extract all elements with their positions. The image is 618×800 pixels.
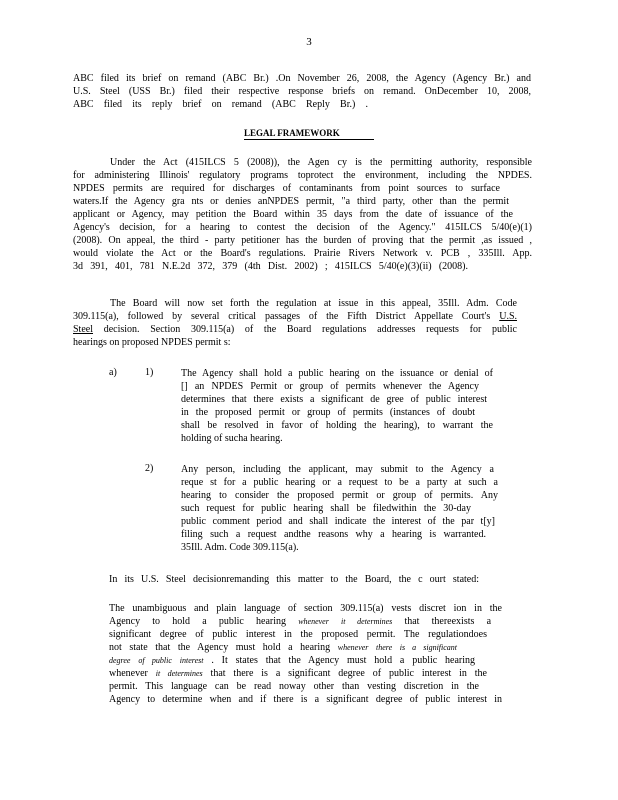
text-line: whenever it determines that there is a significant degree of public interest in the xyxy=(109,668,487,679)
text-line: The unambiguous and plain language of section 309.115(a) vests discret ion in the xyxy=(109,603,502,614)
italic-emphasis: whenever xyxy=(298,617,329,626)
text-line: filing such a request andthe reasons why a hearing is warranted. xyxy=(181,529,486,540)
text-line: [] an NPDES Permit or group of permits whenever the Agency xyxy=(181,381,479,392)
reg-label-1: 1) xyxy=(145,367,154,378)
text-line: public comment period and shall indicate the interest of the par t[y] xyxy=(181,516,495,527)
text-line: ABC filed its brief on remand (ABC Br.) .On November 26, 2008, the Agency (Agency Br.) and xyxy=(73,73,531,84)
italic-emphasis: interest xyxy=(179,656,204,665)
text-line: determines that there exists a significant de gree of public interest xyxy=(181,394,487,405)
case-name-link: Steel xyxy=(73,324,93,335)
text-line: Agency to determine when and if there is a significant degree of public interest in xyxy=(109,694,502,705)
text-line: The Board will now set forth the regulation at issue in this appeal, 35Ill. Adm. Code xyxy=(110,298,517,309)
text-line: In its U.S. Steel decisionremanding this matter to the Board, the c ourt stated: xyxy=(109,574,479,585)
text-line: hearing to consider the proposed permit or group of permits. Any xyxy=(181,490,498,501)
italic-emphasis: degree xyxy=(109,656,131,665)
text-line: holding of sucha hearing. xyxy=(181,433,283,444)
framework-paragraph xyxy=(73,156,532,273)
text-line: would violate the Act or the Board's regulations. Prairie Rivers Network v. PCB , 335Ill. App. xyxy=(73,248,532,259)
text-line: hearings on proposed NPDES permit s: xyxy=(73,337,231,348)
italic-emphasis: there xyxy=(376,643,393,652)
text-line: Under the Act (415ILCS 5 (2008)), the Agen cy is the permitting authority, responsible xyxy=(110,157,532,168)
regulation-item-2 xyxy=(181,463,498,554)
text-line: permit. This language can be read noway other than vesting discretion in the xyxy=(109,681,479,692)
text-line: (2008). On appeal, the third - party petitioner has the burden of proving that the permit ,as issued , xyxy=(73,235,532,246)
text-line: 3d 391, 401, 781 N.E.2d 372, 379 (4th Dist. 2002) ; 415ILCS 5/40(e)(3)(ii) (2008). xyxy=(73,261,468,272)
text-line: 35Ill. Adm. Code 309.115(a). xyxy=(181,542,299,553)
text-line: waters.If the Agency gra nts or denies anNPDES permit, "a third party, other than the permit xyxy=(73,196,509,207)
italic-emphasis: is a significant xyxy=(399,643,458,652)
text-line: The Agency shall hold a public hearing on the issuance or denial of xyxy=(181,368,493,379)
text-line: reque st for a public hearing or a request to be a party at such a xyxy=(181,477,498,488)
text-line: U.S. Steel (USS Br.) filed their respective response briefs on remand. OnDecember 10, 2008, xyxy=(73,86,531,97)
text-line: significant degree of public interest in the proposed permit. The regulationdoes xyxy=(109,629,487,640)
intro-paragraph xyxy=(73,72,531,111)
text-line: Agency's decision, for a hearing to contest the decision of the Agency." 415ILCS 5/40(e)(1) xyxy=(73,222,532,233)
section-heading: LEGAL FRAMEWORK xyxy=(244,128,374,140)
block-quote xyxy=(109,602,502,706)
text-line: ABC filed its reply brief on remand (ABC Reply Br.) . xyxy=(73,99,368,110)
italic-emphasis: whenever xyxy=(337,643,369,652)
regulation-item-1 xyxy=(181,367,493,445)
text-line: such request for public hearing shall be filedwithin the 30-day xyxy=(181,503,471,514)
board-paragraph xyxy=(73,297,517,349)
italic-emphasis: it determines xyxy=(341,617,393,626)
italic-emphasis: it determines xyxy=(155,669,203,678)
italic-emphasis: of public xyxy=(138,656,172,665)
text-line: Steel decision. Section 309.115(a) of the Board regulations addresses requests for public xyxy=(73,324,517,335)
text-line: shall be resolved in favor of holding the hearing), to warrant the xyxy=(181,420,493,431)
text-line: Any person, including the applicant, may submit to the Agency a xyxy=(181,464,494,475)
text-line: in the proposed permit or group of permits (instances of doubt xyxy=(181,407,475,418)
case-name-link: U.S. xyxy=(499,311,518,322)
text-line: NPDES permits are required for discharges of contaminants from point sources to surface xyxy=(73,183,500,194)
text-line: 309.115(a), followed by several critical passages of the Fifth District Appellate Court's U.S. xyxy=(73,311,518,322)
text-line: not state that the Agency must hold a hearing whenever there is a significant xyxy=(109,642,458,653)
reg-label-a: a) xyxy=(109,367,117,378)
text-line: degree of public interest . It states that the Agency must hold a public hearing xyxy=(109,655,476,666)
page-number: 3 xyxy=(306,36,312,48)
court-intro xyxy=(109,573,479,586)
text-line: for administering Illinois' regulatory programs toprotect the environment, including the NPDES. xyxy=(73,170,532,181)
reg-label-2: 2) xyxy=(145,463,154,474)
text-line: Agency to hold a public hearing whenever it determines that thereexists a xyxy=(109,616,492,627)
text-line: applicant or Agency, may petition the Board within 35 days from the date of issuance of the xyxy=(73,209,513,220)
